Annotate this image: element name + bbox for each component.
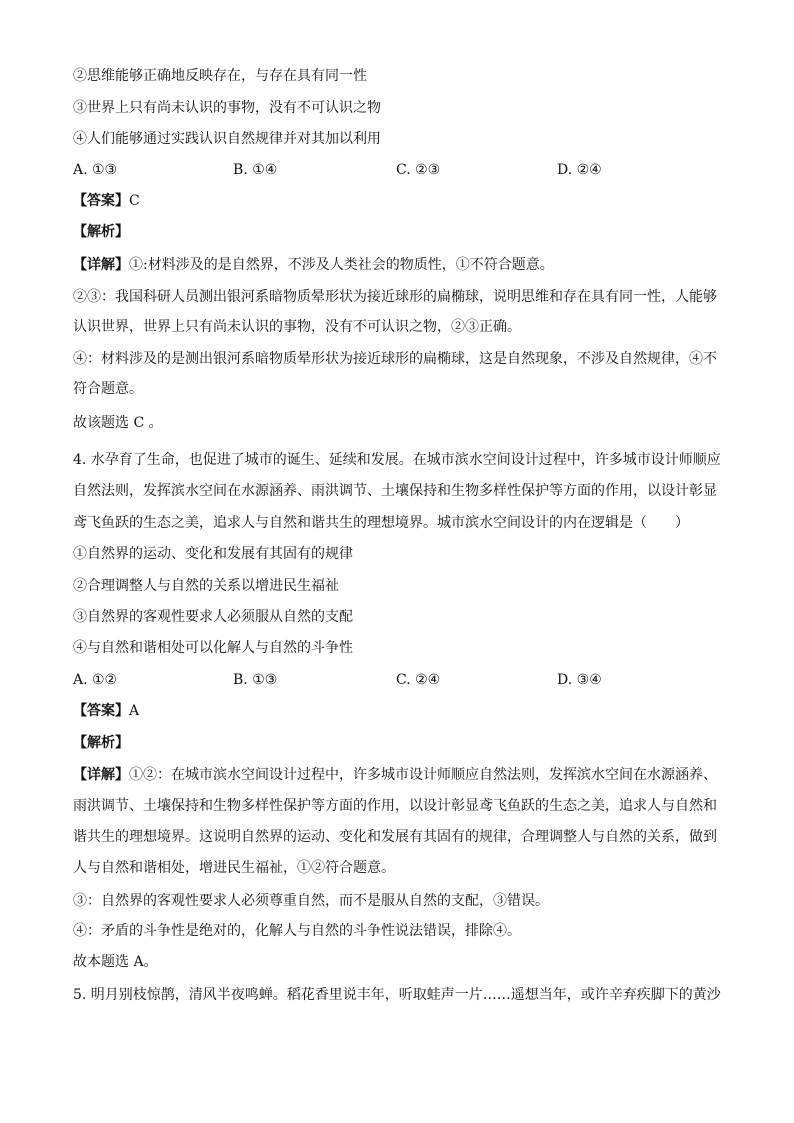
q4-statement-1: ①自然界的运动、变化和发展有其固有的规律 [73, 546, 353, 562]
detail-text: ①:材料涉及的是自然界，不涉及人类社会的物质性，①不符合题意。 [129, 257, 554, 273]
q3-statement-3: ③世界上只有尚未认识的事物，没有不可认识之物 [73, 100, 381, 116]
q4-option-a: A. ①② [73, 672, 118, 688]
q4-detail-line-3: 谐共生的理想境界。这说明自然界的运动、变化和发展有其固有的规律，合理调整人与自然的关系，做到 [73, 829, 717, 845]
answer-tag: 【答案】 [73, 193, 129, 209]
q3-detail-line-3: 认识世界，世界上只有尚未认识的事物，没有不可认识之物，②③正确。 [73, 319, 521, 335]
detail-tag: 【详解】 [73, 767, 129, 783]
q3-statement-2: ②思维能够正确地反映存在，与存在具有同一性 [73, 68, 367, 84]
q4-detail-line-6: ④：矛盾的斗争性是绝对的，化解人与自然的斗争性说法错误，排除④。 [73, 923, 521, 939]
q4-stem-line-3: 鸢飞鱼跃的生态之美，追求人与自然和谐共生的理想境界。城市滨水空间设计的内在逻辑是（ ） [73, 515, 689, 531]
q3-detail-line-5: 符合题意。 [73, 381, 143, 397]
q4-option-b: B. ①③ [233, 672, 278, 688]
q4-analysis-tag: 【解析】 [73, 735, 129, 751]
q4-conclusion: 故本题选 A。 [73, 954, 158, 970]
q4-detail-line-4: 人与自然和谐相处，增进民生福祉，①②符合题意。 [73, 860, 395, 876]
answer-value: C [129, 193, 140, 209]
q3-detail-line-4: ④：材料涉及的是测出银河系暗物质晕形状为接近球形的扁椭球，这是自然现象，不涉及自然规律，④不 [73, 351, 717, 367]
q4-statement-2: ②合理调整人与自然的关系以增进民生福祉 [73, 578, 339, 594]
detail-text: ①②：在城市滨水空间设计过程中，许多城市设计师顺应自然法则，发挥滨水空间在水源涵养、 [129, 767, 717, 783]
q4-option-c: C. ②④ [396, 672, 441, 688]
q4-answer [73, 702, 139, 720]
q4-detail-line-1 [73, 766, 717, 784]
q3-option-b: B. ①④ [233, 162, 278, 178]
q3-detail-line-1 [73, 256, 554, 274]
q4-statement-4: ④与自然和谐相处可以化解人与自然的斗争性 [73, 640, 353, 656]
q4-stem-line-2: 自然法则，发挥滨水空间在水源涵养、雨洪调节、土壤保持和生物多样性保护等方面的作用，以设计彰显 [73, 483, 717, 499]
q4-detail-line-2: 雨洪调节、土壤保持和生物多样性保护等方面的作用，以设计彰显鸢飞鱼跃的生态之美，追求人与自然和 [73, 798, 717, 814]
q3-detail-line-2: ②③：我国科研人员测出银河系暗物质晕形状为接近球形的扁椭球，说明思维和存在具有同一性，人能够 [73, 289, 717, 305]
q4-statement-3: ③自然界的客观性要求人必须服从自然的支配 [73, 609, 353, 625]
q3-statement-4: ④人们能够通过实践认识自然规律并对其加以利用 [73, 131, 381, 147]
q4-detail-line-5: ③：自然界的客观性要求人必须尊重自然，而不是服从自然的支配，③错误。 [73, 893, 549, 909]
q3-option-a: A. ①③ [73, 162, 118, 178]
q3-answer [73, 192, 140, 210]
detail-tag: 【详解】 [73, 257, 129, 273]
q4-stem-line-1: 4. 水孕育了生命，也促进了城市的诞生、延续和发展。在城市滨水空间设计过程中，许多城市设计师顺应 [73, 452, 721, 468]
q4-option-d: D. ③④ [557, 672, 602, 688]
q3-analysis-tag: 【解析】 [73, 224, 129, 240]
q3-conclusion: 故该题选 C 。 [73, 415, 163, 431]
q3-option-d: D. ②④ [557, 162, 602, 178]
q5-stem-line-1: 5. 明月别枝惊鹊，清风半夜鸣蝉。稻花香里说丰年，听取蛙声一片……遥想当年，或许辛弃疾脚下的黄沙 [73, 987, 721, 1003]
answer-value: A [129, 703, 140, 719]
answer-tag: 【答案】 [73, 703, 129, 719]
q3-option-c: C. ②③ [396, 162, 441, 178]
